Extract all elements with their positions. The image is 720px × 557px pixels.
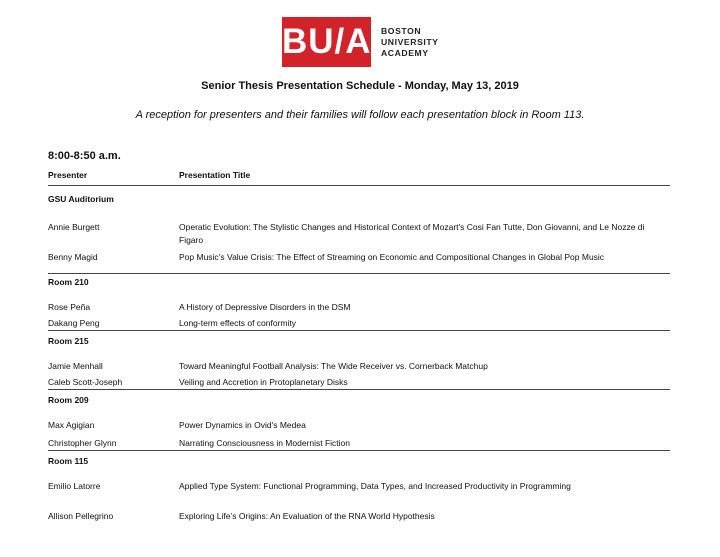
- bua-logo: [282, 17, 439, 67]
- room-heading: GSU Auditorium: [48, 194, 114, 204]
- table-row: [48, 301, 670, 317]
- presentation-title: Power Dynamics in Ovid's Medea: [179, 420, 306, 430]
- logo-line: ACADEMY: [381, 47, 429, 58]
- time-block-heading: 8:00-8:50 a.m.: [48, 150, 121, 162]
- presentation-title: Veiling and Accretion in Protoplanetary Disks: [179, 377, 348, 387]
- table-row: [48, 480, 670, 510]
- presenter-name: Rose Peña: [48, 302, 91, 312]
- presenter-name: Annie Burgett: [48, 222, 100, 232]
- presentation-title: Narrating Consciousness in Modernist Fiction: [179, 438, 351, 448]
- table-row: [48, 251, 670, 274]
- presentation-title: Pop Music’s Value Crisis: The Effect of Streaming on Economic and Compositional Changes in Global Pop Music: [179, 252, 605, 262]
- presentation-title: Toward Meaningful Football Analysis: The Wide Receiver vs. Cornerback Matchup: [179, 361, 488, 371]
- presentation-title: A History of Depressive Disorders in the DSM: [179, 302, 351, 312]
- presenter-name: Christopher Glynn: [48, 438, 117, 448]
- table-row: [48, 317, 670, 331]
- presenter-name: Jamie Menhall: [48, 361, 103, 371]
- room-heading: Room 209: [48, 395, 89, 405]
- presenter-name: Benny Magid: [48, 252, 98, 262]
- presenter-name: Dakang Peng: [48, 318, 100, 328]
- table-row: [48, 376, 670, 390]
- header-presenter: Presenter: [48, 170, 88, 180]
- presenter-name: Allison Pellegrino: [48, 511, 114, 521]
- table-row: [48, 510, 670, 523]
- table-row: [48, 437, 670, 451]
- table-header: [48, 170, 670, 186]
- presentation-title: Long-term effects of conformity: [179, 318, 297, 328]
- room-heading: Room 215: [48, 336, 89, 346]
- logo-mark: BU/A: [282, 17, 371, 67]
- presenter-name: Max Agigian: [48, 420, 95, 430]
- room-heading: Room 210: [48, 277, 89, 287]
- room-heading: Room 115: [48, 456, 89, 466]
- presentation-title: Operatic Evolution: The Stylistic Changes and Historical Context of Mozart's Cosi Fan Tutte, Don Giovanni, and Le Nozze di Figaro: [179, 222, 645, 245]
- page-title: Senior Thesis Presentation Schedule - Monday, May 13, 2019: [201, 80, 519, 92]
- page-subtitle: A reception for presenters and their families will follow each presentation block in Room 113.: [135, 109, 585, 121]
- schedule-table: [48, 170, 670, 523]
- table-row: [48, 419, 670, 437]
- presentation-title: Exploring Life’s Origins: An Evaluation of the RNA World Hypothesis: [179, 511, 435, 521]
- presentation-title: Applied Type System: Functional Programming, Data Types, and Increased Productivity in Programming: [179, 481, 571, 491]
- presenter-name: Emilio Latorre: [48, 481, 101, 491]
- logo-wordmark: [381, 26, 439, 59]
- table-row: [48, 221, 670, 251]
- header-title: Presentation Title: [179, 170, 251, 180]
- table-row: [48, 360, 670, 376]
- logo-line: UNIVERSITY: [381, 36, 439, 47]
- logo-line: BOSTON: [381, 25, 422, 36]
- presenter-name: Caleb Scott-Joseph: [48, 377, 123, 387]
